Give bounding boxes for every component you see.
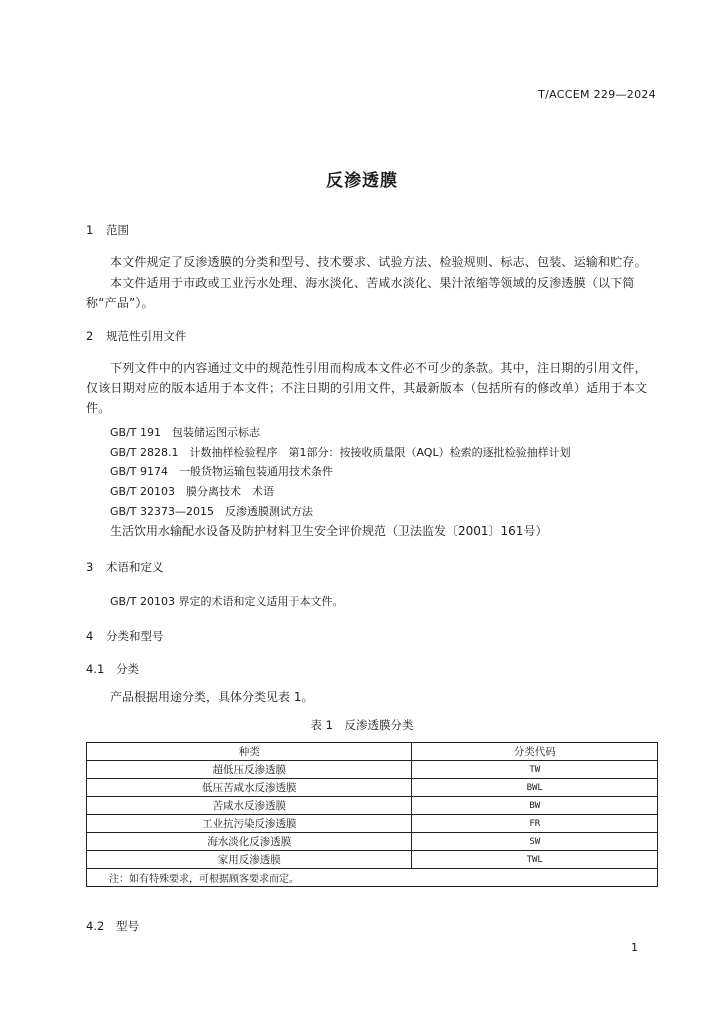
section-number: 4: [86, 629, 94, 643]
section-title: 分类: [116, 662, 139, 676]
code-cell: FR: [412, 815, 658, 833]
code-cell: BWL: [412, 779, 658, 797]
classification-paragraph: 产品根据用途分类，具体分类见表 1。: [110, 690, 314, 704]
terms-paragraph: GB/T 20103 界定的术语和定义适用于本文件。: [110, 595, 344, 608]
section-title: 分类和型号: [106, 629, 164, 643]
classification-table: [86, 742, 658, 887]
section-number: 2: [86, 329, 94, 343]
table-header-row: [87, 743, 658, 761]
section-number: 4.2: [86, 919, 105, 933]
standard-number: T/ACCEM 229—2024: [538, 88, 656, 101]
reference-item: 生活饮用水输配水设备及防护材料卫生安全评价规范（卫法监发〔2001〕161号）: [110, 524, 548, 538]
table-note-row: [87, 869, 658, 887]
reference-item: GB/T 2828.1 计数抽样检验程序 第1部分：按接收质量限（AQL）检索的逐批检验抽样计划: [110, 446, 571, 459]
table-note: 注：如有特殊要求，可根据顾客要求而定。: [87, 869, 658, 887]
code-cell: BW: [412, 797, 658, 815]
scope-paragraph-2: 本文件适用于市政或工业污水处理、海水淡化、苦咸水淡化、果汁浓缩等领域的反渗透膜（以下简称“产品”）。: [86, 276, 635, 310]
normative-references-intro: 下列文件中的内容通过文中的规范性引用而构成本文件必不可少的条款。其中，注日期的引用文件，仅该日期对应的版本适用于本文件；不注日期的引用文件，其最新版本（包括所有的修改单）适用于本文件。: [86, 361, 648, 415]
section-title: 范围: [106, 223, 129, 237]
section-title: 术语和定义: [106, 560, 164, 574]
section-4-heading: [86, 628, 164, 644]
reference-item: GB/T 32373—2015 反渗透膜测试方法: [110, 505, 313, 518]
table-row: [87, 797, 658, 815]
scope-paragraph-1: 本文件规定了反渗透膜的分类和型号、技术要求、试验方法、检验规则、标志、包装、运输和贮存。: [110, 255, 647, 269]
code-cell: TWL: [412, 851, 658, 869]
table-row: [87, 779, 658, 797]
column-header-type: 种类: [87, 743, 412, 761]
table-row: [87, 851, 658, 869]
section-number: 4.1: [86, 662, 105, 676]
section-1-heading: [86, 222, 129, 238]
type-cell: 低压苦咸水反渗透膜: [87, 779, 412, 797]
table-row: [87, 815, 658, 833]
page-number: 1: [631, 941, 638, 954]
code-cell: TW: [412, 761, 658, 779]
table-row: [87, 833, 658, 851]
type-cell: 苦咸水反渗透膜: [87, 797, 412, 815]
document-title: 反渗透膜: [326, 171, 398, 191]
section-title: 规范性引用文件: [106, 329, 187, 343]
reference-item: GB/T 191 包装储运图示标志: [110, 426, 260, 439]
type-cell: 工业抗污染反渗透膜: [87, 815, 412, 833]
section-3-heading: [86, 559, 164, 575]
section-number: 3: [86, 560, 94, 574]
type-cell: 家用反渗透膜: [87, 851, 412, 869]
table-row: [87, 761, 658, 779]
section-4-1-heading: [86, 661, 139, 677]
type-cell: 超低压反渗透膜: [87, 761, 412, 779]
reference-item: GB/T 20103 膜分离技术 术语: [110, 485, 274, 498]
section-title: 型号: [116, 919, 139, 933]
section-number: 1: [86, 223, 94, 237]
column-header-code: 分类代码: [412, 743, 658, 761]
code-cell: SW: [412, 833, 658, 851]
type-cell: 海水淡化反渗透膜: [87, 833, 412, 851]
reference-item: GB/T 9174 一般货物运输包装通用技术条件: [110, 465, 333, 478]
table-caption: 表 1 反渗透膜分类: [310, 718, 414, 732]
section-2-heading: [86, 328, 187, 344]
section-4-2-heading: [86, 918, 139, 934]
